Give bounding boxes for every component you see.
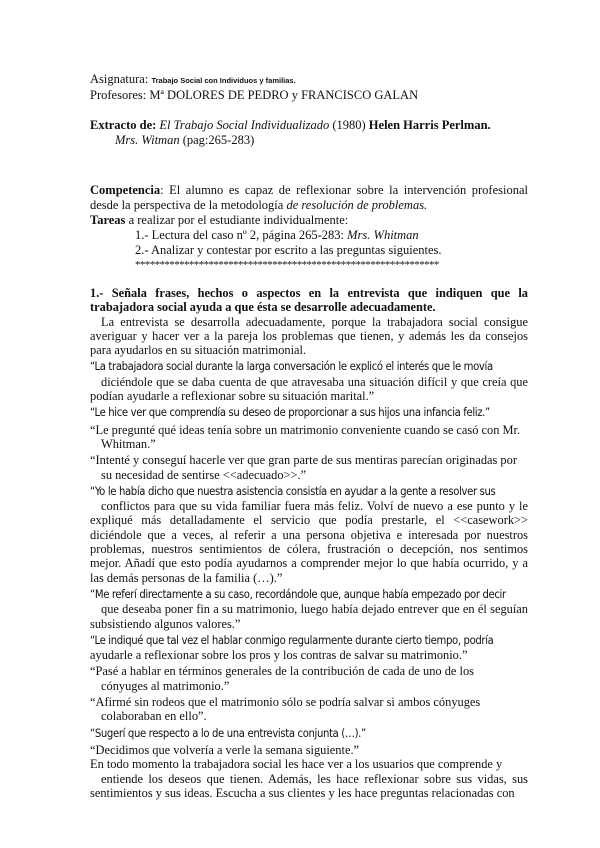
quote-3-first: “Le pregunté qué ideas tenía sobre un matrimonio conveniente cuando se casó con Mr. [90, 422, 521, 437]
intro-paragraph [90, 315, 528, 358]
quote-9-first: “Afirmé sin rodeos que el matrimonio sólo se podría salvar si ambos cónyuges [90, 695, 481, 710]
quote-10 [90, 726, 528, 741]
intro-first-line: La entrevista se desarrolla adecuadamente, porque la trabajadora social consigue [101, 314, 528, 329]
task-1-text: 1.- Lectura del caso nº 2, página 265-283: [135, 228, 348, 242]
quote-6-rest: que deseaba poner fin a su matrimonio, luego había dejado entrever que en él seguían subsistiendo algunos valores.” [90, 602, 528, 631]
book-year: (1980) [329, 118, 369, 132]
quote-4-first: “Intenté y conseguí hacerle ver que gran parte de sus mentiras parecían originadas por [90, 453, 517, 468]
quote-2-first: “Le hice ver que comprendía su deseo de proporcionar a sus hijos una infancia feliz.” [90, 406, 490, 420]
quote-8 [90, 664, 528, 693]
competencia-text: : El alumno es capaz de reflexionar sobre la intervención profesional desde la perspectiva de la metodología [90, 183, 528, 212]
quote-4 [90, 453, 528, 482]
quote-3 [90, 423, 528, 452]
task-1-case: Mrs. Whitman [347, 228, 419, 242]
quote-11 [90, 743, 528, 757]
quote-11-first: “Decidimos que volvería a verle la semana siguiente.” [90, 742, 360, 757]
book-title: El Trabajo Social Individualizado [159, 118, 330, 132]
tareas-line [90, 213, 528, 228]
asignatura-label: Asignatura: [90, 72, 149, 86]
quote-7-rest: ayudarle a reflexionar sobre los pros y los contras de salvar su matrimonio.” [90, 648, 468, 663]
quote-1-rest: diciéndole que se daba cuenta de que atravesaba una situación difícil y que creía que podían ayudarle a reflexionar sobre su situación marital.” [90, 374, 528, 404]
profesores-line: Profesores: Mª DOLORES DE PEDRO y FRANCISCO GALAN [90, 88, 419, 102]
closing-first-line: En todo momento la trabajadora social les hace ver a los usuarios que comprende y [90, 757, 503, 772]
separator-stars: ************************************************************** [135, 259, 439, 271]
course-header [90, 72, 530, 103]
quote-8-first: “Pasé a hablar en términos generales de la contribución de cada de uno de los [90, 664, 474, 679]
quote-4-rest: su necesidad de sentirse <<adecuado>>.” [101, 467, 307, 482]
competencia-paragraph [90, 183, 528, 213]
quote-8-rest: cónyuges al matrimonio.” [101, 678, 230, 693]
quote-1 [90, 359, 528, 403]
task-item-1 [135, 228, 528, 243]
quote-9-rest: colaboraban en ello”. [101, 709, 207, 724]
quote-5 [90, 484, 528, 585]
competencia-method: de resolución de problemas. [286, 198, 428, 212]
closing-paragraph [90, 757, 528, 800]
extract-label: Extracto de: [90, 118, 157, 132]
competencia-label: Competencia [90, 183, 161, 197]
quote-2 [90, 405, 528, 420]
asignatura-value: Trabajo Social con Individuos y familias. [151, 76, 296, 85]
quote-3-rest: Whitman.” [101, 436, 156, 451]
quote-6 [90, 587, 528, 631]
book-author: Helen Harris Perlman. [368, 118, 491, 132]
task-item-2: 2.- Analizar y contestar por escrito a las preguntas siguientes. [135, 243, 442, 257]
quote-5-rest: conflictos para que su vida familiar fuera más feliz. Volví de nuevo a ese punto y le expliqué más detalladamente el servicio que podía prestarle, el <<casework>> diciéndole que a veces, al referir a una persona objetiva e interesada por nuestros problemas, nuestros sentimientos de cólera, frustración o decepción, nos sentimos mejor. Añadí que esto podía ayudarnos a comprender mejor lo que había ocurrido, y a las demás personas de la familia (…).” [90, 499, 528, 585]
quote-10-first: “Sugerí que respecto a lo de una entrevista conjunta (…).” [90, 726, 366, 740]
quote-5-first: “Yo le había dicho que nuestra asistencia consistía en ayudar a la gente a resolver sus [90, 484, 496, 498]
closing-rest: entiende los deseos que tienen. Además, les hace reflexionar sobre sus vidas, sus sentimientos y sus ideas. Escucha a sus clientes y les hace preguntas relacionadas con [90, 771, 528, 800]
quote-7-first: “Le indiqué que tal vez el hablar conmigo regularmente durante cierto tiempo, podría [90, 633, 494, 647]
quote-7 [90, 633, 528, 663]
case-name: Mrs. Witman [115, 133, 180, 147]
question-1-section [90, 286, 528, 800]
intro-rest: averiguar y hacer ver a la pareja los problemas que tienen, y además les da consejos para ayudarlos en su situación matrimonial. [90, 328, 528, 358]
quote-9 [90, 695, 528, 724]
tareas-text: a realizar por el estudiante individualmente: [125, 213, 349, 227]
task-list [90, 228, 528, 273]
quote-1-first: “La trabajadora social durante la larga conversación le explicó el interés que le movía [90, 360, 493, 374]
quote-6-first: “Me referí directamente a su caso, recordándole que, aunque había empezado por decir [90, 587, 506, 601]
question-1-title: 1.- Señala frases, hechos o aspectos en la entrevista que indiquen que la trabajadora social ayuda a que ésta se desarrolle adecuadamente. [90, 286, 528, 315]
competencia-section [90, 183, 528, 273]
extract-reference [90, 118, 530, 148]
asignatura-line [90, 72, 530, 88]
case-pages: (pag:265-283) [179, 133, 255, 147]
tareas-label: Tareas [90, 213, 126, 227]
